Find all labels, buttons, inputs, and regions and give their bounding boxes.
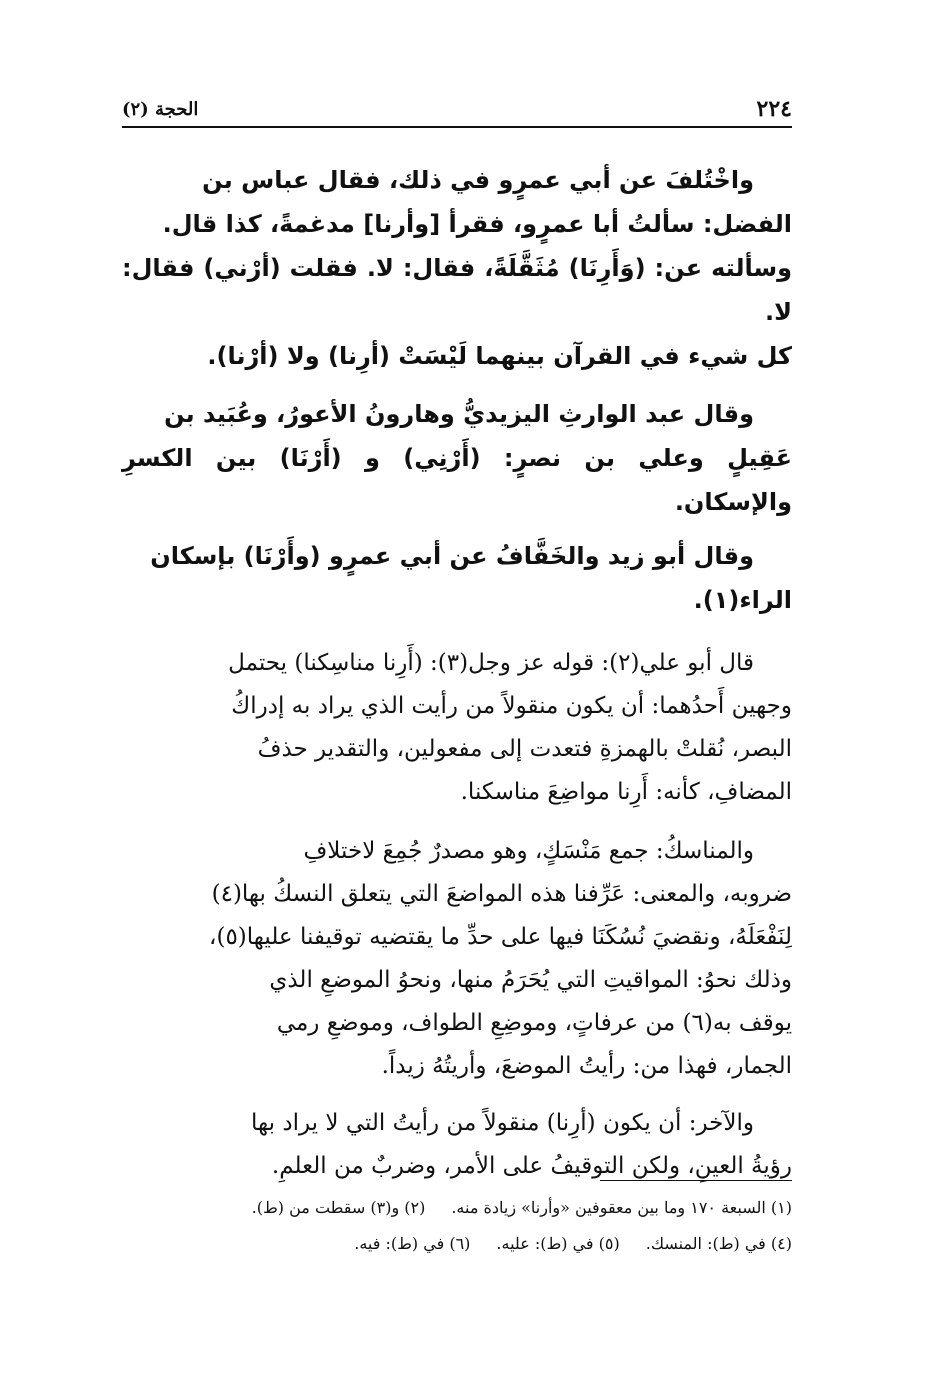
paragraph bbox=[122, 830, 792, 1088]
text-line: قال أبو علي(٢): قوله عز وجل(٣): (أَرِنا مناسِكنا) يحتمل bbox=[228, 650, 754, 676]
page-body bbox=[122, 158, 792, 1188]
footnote: (٥) في (ط): عليه. bbox=[496, 1234, 620, 1253]
text-line: البصر، نُقلتْ بالهمزةِ فتعدت إلى مفعولين، والتقدير حذفُ bbox=[257, 736, 792, 762]
text-line: يوقف به(٦) من عرفاتٍ، وموضِعِ الطواف، وموضعِ رمي bbox=[276, 1010, 792, 1036]
paragraph bbox=[122, 534, 792, 622]
paragraph bbox=[122, 642, 792, 814]
text-line: وسألته عن: (وَأَرِنَا) مُثَقَّلَةً، فقال: لا. فقلت (أرْني) فقال: لا. bbox=[122, 254, 792, 326]
page-header bbox=[122, 92, 792, 126]
page-number: ٢٢٤ bbox=[756, 96, 792, 122]
text-line: واخْتُلفَ عن أبي عمرٍو في ذلك، فقال عباس بن bbox=[202, 166, 754, 194]
text-line: والمناسكُ: جمع مَنْسَكٍ، وهو مصدرٌ جُمِعَ لاختلافِ bbox=[303, 838, 754, 864]
header-rule bbox=[122, 126, 792, 128]
text-line: المضافِ، كأنه: أَرِنا مواضِعَ مناسكنا. bbox=[460, 779, 792, 805]
text-line: وقال عبد الوارثِ اليزيديُّ وهارونُ الأعورُ، وعُبَيد بن bbox=[164, 400, 754, 428]
text-line: وذلك نحوُ: المواقيتِ التي يُحَرَمُ منها، ونحوُ الموضعِ الذي bbox=[269, 967, 792, 993]
text-line: لِنَفْعَلَهُ، ونقضيَ نُسُكَنَا فيها على حدِّ ما يقتضيه توقيفنا عليها(٥)، bbox=[209, 924, 792, 950]
text-line: الراء(١). bbox=[693, 586, 792, 614]
text-line: عَقِيلٍ وعلي بن نصرٍ: (أَرْنِي) و (أَرْنَا) بين الكسرِ والإسكان. bbox=[122, 444, 792, 516]
text-line: كل شيء في القرآن بينهما لَيْسَتْ (أرِنا) ولا (أرْنا). bbox=[207, 342, 792, 370]
text-line: الفضل: سألتُ أبا عمرٍو، فقرأ [وأرنا] مدغمةً، كذا قال. bbox=[162, 210, 792, 238]
text-line: ضروبه، والمعنى: عَرِّفنا هذه المواضعَ التي يتعلق النسكُ بها(٤) bbox=[211, 881, 792, 907]
paragraph bbox=[122, 392, 792, 524]
footnote-separator bbox=[600, 1180, 792, 1181]
paragraph bbox=[122, 158, 792, 378]
text-line: الجمار، فهذا من: رأيتُ الموضعَ، وأريتُهُ زيداً. bbox=[381, 1053, 792, 1079]
footnote: (٦) في (ط): فيه. bbox=[354, 1234, 471, 1253]
text-line: رؤيةُ العينِ، ولكن التوقيفُ على الأمر، وضربٌ من العلمِ. bbox=[271, 1153, 792, 1179]
text-line: وقال أبو زيد والخَفَّافُ عن أبي عمرٍو (وأَرْنَا) بإسكان bbox=[150, 542, 754, 570]
footnotes bbox=[122, 1190, 792, 1262]
footnote-line bbox=[122, 1226, 792, 1262]
footnote: (١) السبعة ١٧٠ وما بين معقوفين «وأرنا» زيادة منه. bbox=[451, 1198, 792, 1217]
footnote: (٤) في (ط): المنسك. bbox=[645, 1234, 792, 1253]
footnote: (٢) و(٣) سقطت من (ط). bbox=[251, 1198, 426, 1217]
paragraph bbox=[122, 1102, 792, 1188]
text-line: والآخر: أن يكون (أرِنا) منقولاً من رأيتُ التي لا يراد بها bbox=[251, 1110, 754, 1136]
text-line: وجهين أَحدُهما: أن يكون منقولاً من رأيت الذي يراد به إدراكُ bbox=[231, 693, 792, 719]
footnote-line bbox=[122, 1190, 792, 1226]
running-title: الحجة (٢) bbox=[122, 98, 199, 120]
